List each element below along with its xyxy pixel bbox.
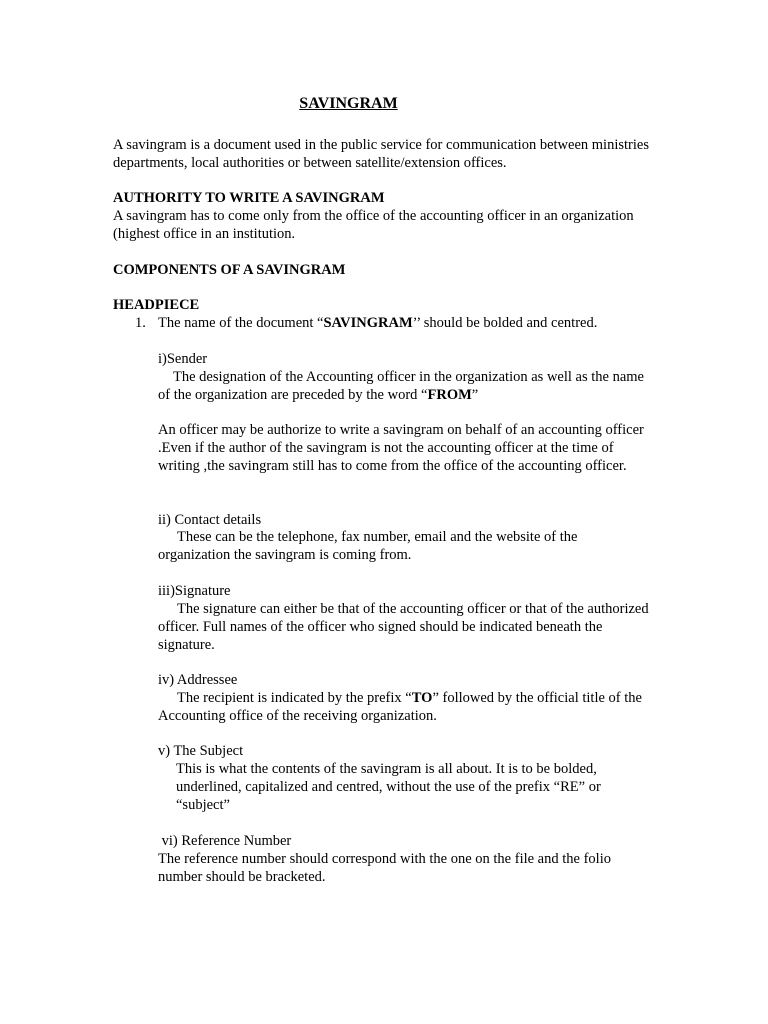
signature-paragraph: The signature can either be that of the accounting officer or that of the authorized officer. Full names of the officer who signed should be indicated beneath the signature. (158, 601, 649, 653)
sender-bold: FROM (427, 387, 472, 403)
subject-label: v) The Subject (158, 743, 244, 759)
addressee-bold: TO (411, 690, 433, 706)
list-item-text (158, 314, 597, 332)
headpiece-heading: HEADPIECE (113, 297, 200, 313)
sender-extra-paragraph: An officer may be authorize to write a savingram on behalf of an accounting officer .Even if the author of the savingram is not the accounting officer at the time of writing ,the savingram still has to come from the office of the accounting officer. (158, 422, 644, 474)
components-heading: COMPONENTS OF A SAVINGRAM (113, 262, 346, 278)
item1-bold: SAVINGRAM (323, 315, 413, 331)
subject-paragraph: This is what the contents of the savingram is all about. It is to be bolded, underlined, capitalized and centred, without the use of the prefix “RE” or “subject” (176, 761, 601, 813)
list-item-1 (135, 314, 655, 332)
sender-text-before: The designation of the Accounting officer in the organization as well as the name of the organization are preceded by the word “ (158, 369, 644, 403)
addressee-label: iv) Addressee (158, 672, 238, 688)
authority-paragraph: A savingram has to come only from the office of the accounting officer in an organization (highest office in an institution. (113, 208, 634, 242)
authority-heading: AUTHORITY TO WRITE A SAVINGRAM (113, 190, 385, 206)
intro-paragraph: A savingram is a document used in the public service for communication between ministries departments, local authorities or between satellite/extension offices. (113, 137, 649, 171)
sender-label: i)Sender (158, 351, 208, 367)
list-number: 1. (135, 315, 146, 331)
item1-text-after: ’’ should be bolded and centred. (412, 315, 598, 331)
contact-paragraph: These can be the telephone, fax number, email and the website of the organization the savingram is coming from. (158, 529, 578, 563)
contact-label: ii) Contact details (158, 512, 262, 528)
addressee-text-after: ” followed by the official title of the Accounting office of the receiving organization. (158, 690, 642, 724)
reference-paragraph: The reference number should correspond with the one on the file and the folio number should be bracketed. (158, 851, 611, 885)
sender-paragraph (158, 368, 653, 404)
document-title: SAVINGRAM (299, 95, 398, 112)
reference-label: vi) Reference Number (158, 833, 292, 849)
signature-label: iii)Signature (158, 583, 231, 599)
addressee-paragraph (158, 689, 653, 725)
item1-text-before: The name of the document “ (158, 315, 324, 331)
sender-text-after: ” (471, 387, 479, 403)
addressee-text-before: The recipient is indicated by the prefix “ (177, 690, 412, 706)
